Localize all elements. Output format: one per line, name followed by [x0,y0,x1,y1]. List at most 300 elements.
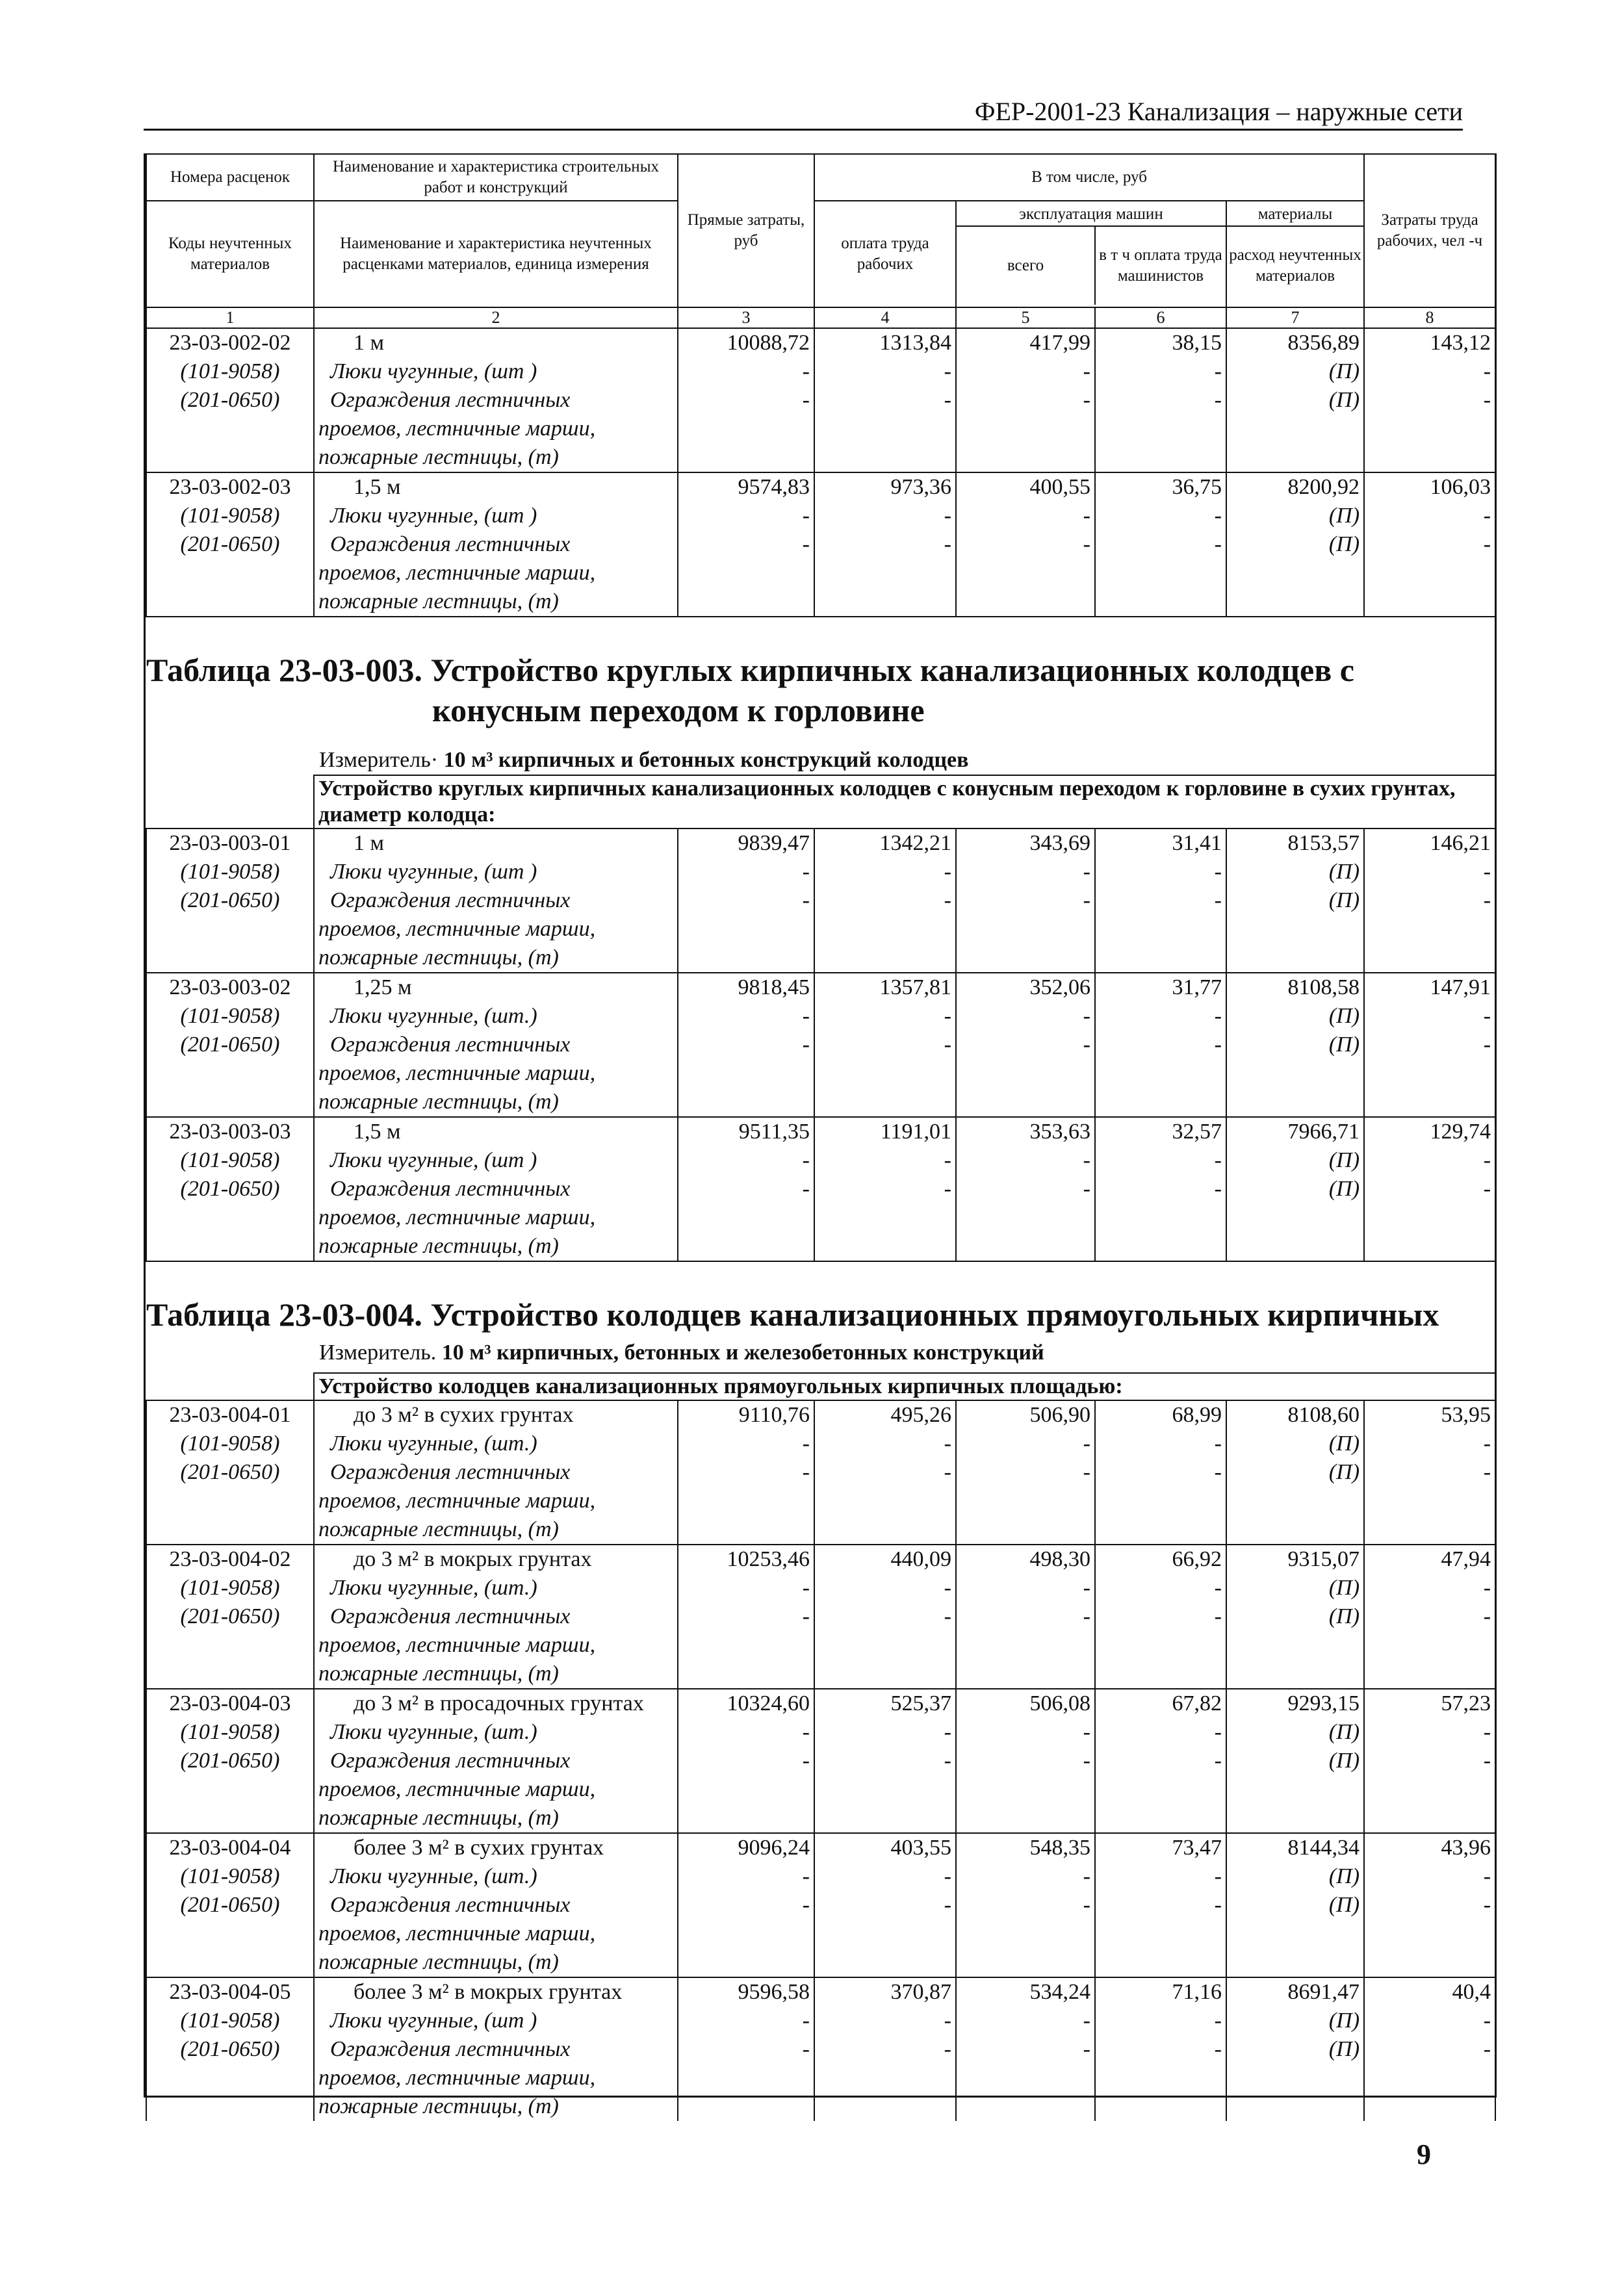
rate-code-cell [146,1833,314,1977]
dash: - [1083,1460,1090,1484]
value: 8108,60 [1287,1403,1360,1427]
dash: - [1483,1893,1491,1917]
material-code: (101-9058) [180,1148,280,1172]
value-cell-hours [1364,1689,1495,1833]
rate-code-cell [146,328,314,472]
material-name-cont: пожарные лестницы, (т) [318,1234,559,1258]
value-cell-labor [814,1689,956,1833]
rate-name: 1,5 м [354,475,401,499]
p-mark: (П) [1328,1148,1360,1172]
rate-name-cell [314,1689,678,1833]
column-numbers-row [146,307,1495,328]
value: 1357,81 [879,975,951,999]
value-cell-mach_pay [1095,1689,1226,1833]
material-name-cont: пожарные лестницы, (т) [318,1662,559,1686]
dash: - [1483,1460,1491,1484]
material-name: Ограждения лестничных [330,1893,571,1917]
value-cell-direct [678,1400,814,1545]
value: 36,75 [1172,475,1222,499]
value-cell-mach [956,1833,1095,1977]
value-cell-materials [1226,472,1364,617]
col-header-labor-hours: Затраты труда рабочих, чел -ч [1364,154,1495,307]
col-number: 7 [1226,307,1364,328]
rate-name-cell [314,472,678,617]
value-cell-mach_pay [1095,1977,1226,2121]
value-cell-mach_pay [1095,1117,1226,1261]
material-code: (101-9058) [180,1432,280,1456]
p-mark: (П) [1328,2037,1360,2061]
value-cell-labor [814,472,956,617]
value: 498,30 [1029,1547,1090,1571]
dash: - [1483,860,1491,884]
material-name-cont: проемов, лестничные марши, [318,1633,596,1657]
value: 417,99 [1029,331,1090,355]
material-code: (201-0650) [180,1460,280,1484]
rate-name-cell [314,1977,678,2121]
dash: - [802,1033,810,1057]
value-cell-direct [678,328,814,472]
table-3-title: Таблица 23-03-003. Устройство круглых кирпичных канализационных колодцев с [146,652,1354,688]
measure-value: 10 м³ кирпичных, бетонных и железобетонных конструкций [441,1341,1044,1365]
value-cell-hours [1364,828,1495,973]
rates-sheet [144,153,1497,2118]
dash: - [944,860,951,884]
dash: - [802,1177,810,1201]
value-cell-labor [814,328,956,472]
table-3-title-cont: конусным переходом к горловине [432,692,925,728]
value: 38,15 [1172,331,1222,355]
dash: - [1483,1432,1491,1456]
value: 1313,84 [879,331,951,355]
value-cell-labor [814,1400,956,1545]
value: 9839,47 [738,831,810,855]
dash: - [1214,532,1222,556]
col-header-machines-pay: в т ч оплата труда машинистов [1099,246,1222,285]
dash: - [1214,1148,1222,1172]
p-mark: (П) [1328,504,1360,528]
value-cell-materials [1226,1689,1364,1833]
dash: - [1214,888,1222,912]
material-name-cont: пожарные лестницы, (т) [318,1090,559,1114]
material-name-cont: проемов, лестничные марши, [318,561,596,585]
value-cell-mach_pay [1095,1545,1226,1689]
rate-code-cell [146,1689,314,1833]
value-cell-mach_pay [1095,1833,1226,1977]
col-header-labor-pay: оплата труда рабочих [814,201,956,307]
value-cell-materials [1226,1400,1364,1545]
value: 71,16 [1172,1980,1222,2004]
value-cell-mach [956,1400,1095,1545]
value-cell-mach [956,828,1095,973]
dash: - [1483,1576,1491,1600]
value-cell-mach [956,1977,1095,2121]
value: 10324,60 [727,1691,810,1715]
dash: - [802,1749,810,1773]
p-mark: (П) [1328,1460,1360,1484]
dash: - [1214,1720,1222,1744]
value-cell-labor [814,1833,956,1977]
value: 440,09 [890,1547,951,1571]
value: 525,37 [890,1691,951,1715]
material-name: Ограждения лестничных [330,1604,571,1628]
material-code: (201-0650) [180,1893,280,1917]
value-cell-labor [814,1977,956,2121]
material-name-cont: пожарные лестницы, (т) [318,1950,559,1974]
rate-name: более 3 м² в сухих грунтах [354,1836,604,1860]
dash: - [944,532,951,556]
rate-row [146,1545,1495,1689]
dash: - [1083,1604,1090,1628]
dash: - [1214,359,1222,383]
p-mark: (П) [1328,1432,1360,1456]
dash: - [802,888,810,912]
p-mark: (П) [1328,388,1360,412]
dash: - [1483,388,1491,412]
rate-name-cell [314,973,678,1117]
rate-name-cell [314,1833,678,1977]
value-cell-hours [1364,1833,1495,1977]
material-code: (101-9058) [180,1720,280,1744]
material-name-cont: проемов, лестничные марши, [318,2066,596,2090]
value: 73,47 [1172,1836,1222,1860]
value-cell-mach_pay [1095,973,1226,1117]
value-cell-mach_pay [1095,472,1226,617]
rates-table [146,153,1496,2121]
material-name-cont: проемов, лестничные марши, [318,917,596,941]
dash: - [802,1576,810,1600]
value-cell-mach_pay [1095,328,1226,472]
dash: - [1214,1432,1222,1456]
rates-group-23-03-003 [146,828,1495,1261]
dash: - [1483,1177,1491,1201]
material-name: Ограждения лестничных [330,532,571,556]
rate-name: до 3 м² в сухих грунтах [354,1403,574,1427]
rate-code-cell [146,472,314,617]
dash: - [944,1720,951,1744]
value-cell-mach [956,328,1095,472]
rate-row [146,1117,1495,1261]
table-header-row-1 [146,154,1495,201]
table-4-title: Таблица 23-03-004. Устройство колодцев канализационных прямоугольных кирпичных [146,1296,1439,1333]
measure-label: Измеритель· [319,748,439,772]
value: 8153,57 [1287,831,1360,855]
value-cell-mach [956,1545,1095,1689]
dash: - [1214,1749,1222,1773]
rate-name-cell [314,1545,678,1689]
material-name-cont: пожарные лестницы, (т) [318,445,559,469]
dash: - [1483,1004,1491,1028]
value-cell-hours [1364,328,1495,472]
value-cell-mach_pay [1095,1400,1226,1545]
dash: - [802,860,810,884]
dash: - [1214,1604,1222,1628]
value: 370,87 [890,1980,951,2004]
value-cell-hours [1364,1400,1495,1545]
p-mark: (П) [1328,1720,1360,1744]
value: 7966,71 [1287,1120,1360,1144]
dash: - [1083,1749,1090,1773]
rate-code-cell [146,1117,314,1261]
material-code: (201-0650) [180,2037,280,2061]
dash: - [944,1148,951,1172]
dash: - [1483,888,1491,912]
dash: - [1083,532,1090,556]
value: 146,21 [1430,831,1491,855]
dash: - [944,1604,951,1628]
value: 9511,35 [738,1120,810,1144]
value: 129,74 [1430,1120,1491,1144]
dash: - [1483,532,1491,556]
material-name: Ограждения лестничных [330,1177,571,1201]
material-name: Ограждения лестничных [330,2037,571,2061]
col-header-materials [1226,201,1364,307]
value: 43,96 [1441,1836,1491,1860]
value-cell-labor [814,828,956,973]
value-cell-mach [956,973,1095,1117]
rate-code: 23-03-002-02 [169,331,291,355]
col-number: 2 [314,307,678,328]
dash: - [1214,1893,1222,1917]
dash: - [1083,388,1090,412]
value: 31,77 [1172,975,1222,999]
dash: - [1214,1864,1222,1888]
dash: - [1083,1033,1090,1057]
dash: - [944,2037,951,2061]
material-name-cont: проемов, лестничные марши, [318,417,596,441]
material-name: Люки чугунные, (шт.) [330,1720,537,1744]
material-name: Люки чугунные, (шт ) [330,2009,537,2033]
dash: - [802,1604,810,1628]
dash: - [1083,1432,1090,1456]
value: 9110,76 [738,1403,810,1427]
page-number: 9 [1417,2138,1431,2170]
dash: - [944,1177,951,1201]
material-name-cont: проемов, лестничные марши, [318,1489,596,1513]
p-mark: (П) [1328,1177,1360,1201]
col-header-including: В том числе, руб [814,154,1364,201]
dash: - [944,504,951,528]
dash: - [1083,1576,1090,1600]
value-cell-direct [678,1833,814,1977]
material-code: (201-0650) [180,1033,280,1057]
value: 403,55 [890,1836,951,1860]
rate-row [146,1977,1495,2121]
p-mark: (П) [1328,860,1360,884]
value: 66,92 [1172,1547,1222,1571]
value: 147,91 [1430,975,1491,999]
p-mark: (П) [1328,1576,1360,1600]
rate-code: 23-03-004-05 [169,1980,291,2004]
rate-code-cell [146,1977,314,2121]
col-header-material-code: Коды неучтенных материалов [146,201,314,307]
value-cell-hours [1364,1545,1495,1689]
dash: - [802,1893,810,1917]
table-4-subheading-row [146,1373,1495,1400]
material-name-cont: пожарные лестницы, (т) [318,2094,559,2118]
p-mark: (П) [1328,1604,1360,1628]
material-name-cont: пожарные лестницы, (т) [318,1806,559,1830]
dash: - [1083,888,1090,912]
rate-name: 1,25 м [354,975,412,999]
value: 143,12 [1430,331,1491,355]
col-number: 8 [1364,307,1495,328]
material-code: (201-0650) [180,1604,280,1628]
rate-row [146,1689,1495,1833]
value-cell-direct [678,1977,814,2121]
dash: - [1483,1033,1491,1057]
value-cell-labor [814,1545,956,1689]
material-name: Ограждения лестничных [330,1460,571,1484]
col-number: 5 [956,307,1095,328]
dash: - [1214,1004,1222,1028]
dash: - [1083,1893,1090,1917]
rate-code: 23-03-004-01 [169,1403,291,1427]
dash: - [1083,504,1090,528]
dash: - [1083,1177,1090,1201]
value-cell-direct [678,973,814,1117]
dash: - [1083,359,1090,383]
material-code: (201-0650) [180,388,280,412]
value: 10253,46 [727,1547,810,1571]
value: 9315,07 [1287,1547,1360,1571]
dash: - [944,2009,951,2033]
value-cell-materials [1226,1833,1364,1977]
rate-name: 1,5 м [354,1120,401,1144]
p-mark: (П) [1328,1033,1360,1057]
value: 9096,24 [738,1836,810,1860]
machines-label: эксплуатация машин [957,203,1226,227]
dash: - [1214,2009,1222,2033]
value: 548,35 [1029,1836,1090,1860]
dash: - [1483,1749,1491,1773]
material-name-cont: проемов, лестничные марши, [318,1061,596,1085]
p-mark: (П) [1328,359,1360,383]
rate-code: 23-03-003-03 [169,1120,291,1144]
table-3-subheading-row [146,775,1495,828]
dash: - [802,388,810,412]
p-mark: (П) [1328,2009,1360,2033]
material-code: (201-0650) [180,888,280,912]
col-header-materials-sub: расход неучтенных материалов [1229,246,1361,285]
value: 57,23 [1441,1691,1491,1715]
value: 32,57 [1172,1120,1222,1144]
material-name: Ограждения лестничных [330,388,571,412]
value: 9574,83 [738,475,810,499]
rate-row [146,328,1495,472]
rate-code: 23-03-003-02 [169,975,291,999]
dash: - [1083,1004,1090,1028]
col-number: 3 [678,307,814,328]
material-name: Люки чугунные, (шт ) [330,359,537,383]
rate-name-cell [314,828,678,973]
rate-code: 23-03-004-04 [169,1836,291,1860]
p-mark: (П) [1328,888,1360,912]
material-name-cont: пожарные лестницы, (т) [318,945,559,970]
value: 352,06 [1029,975,1090,999]
material-code: (201-0650) [180,1749,280,1773]
rate-code-cell [146,828,314,973]
value: 506,08 [1029,1691,1090,1715]
dash: - [944,1460,951,1484]
rate-name: 1 м [354,831,385,855]
value: 8691,47 [1287,1980,1360,2004]
rate-code-cell [146,1400,314,1545]
rate-name: 1 м [354,331,385,355]
dash: - [944,1432,951,1456]
dash: - [944,1576,951,1600]
dash: - [1214,2037,1222,2061]
value-cell-mach [956,472,1095,617]
value-cell-materials [1226,1117,1364,1261]
table-4-measure [146,1339,1495,1367]
material-code: (101-9058) [180,359,280,383]
material-code: (101-9058) [180,1864,280,1888]
value-cell-materials [1226,1977,1364,2121]
rate-name-cell [314,1117,678,1261]
value-cell-hours [1364,973,1495,1117]
rate-code-cell [146,1545,314,1689]
rates-group-23-03-004 [146,1400,1495,2121]
dash: - [802,1148,810,1172]
dash: - [802,2037,810,2061]
rate-name: более 3 м² в мокрых грунтах [354,1980,623,2004]
value: 495,26 [890,1403,951,1427]
value-cell-materials [1226,1545,1364,1689]
value: 106,03 [1430,475,1491,499]
dash: - [1214,1033,1222,1057]
value: 47,94 [1441,1547,1491,1571]
value-cell-hours [1364,1977,1495,2121]
col-header-material-name: Наименование и характеристика неучтенных расценками материалов, единица измерения [314,201,678,307]
value: 9596,58 [738,1980,810,2004]
dash: - [1214,1460,1222,1484]
value-cell-direct [678,1117,814,1261]
p-mark: (П) [1328,1893,1360,1917]
dash: - [1214,504,1222,528]
value: 68,99 [1172,1403,1222,1427]
dash: - [802,532,810,556]
material-name: Люки чугунные, (шт ) [330,1148,537,1172]
material-name: Люки чугунные, (шт.) [330,1576,537,1600]
value-cell-direct [678,828,814,973]
value: 343,69 [1029,831,1090,855]
material-code: (101-9058) [180,504,280,528]
p-mark: (П) [1328,1864,1360,1888]
dash: - [802,1432,810,1456]
value-cell-materials [1226,328,1364,472]
col-header-machines [956,201,1226,307]
value-cell-mach_pay [1095,828,1226,973]
value-cell-labor [814,973,956,1117]
value: 40,4 [1452,1980,1491,2004]
dash: - [944,359,951,383]
material-name: Люки чугунные, (шт.) [330,1864,537,1888]
value: 1191,01 [880,1120,951,1144]
value: 8144,34 [1287,1836,1360,1860]
value-cell-direct [678,1689,814,1833]
dash: - [1214,1576,1222,1600]
dash: - [944,1864,951,1888]
value: 9293,15 [1287,1691,1360,1715]
material-name-cont: пожарные лестницы, (т) [318,589,559,613]
dash: - [1483,2009,1491,2033]
dash: - [1083,860,1090,884]
col-number: 1 [146,307,314,328]
dash: - [1083,1720,1090,1744]
dash: - [802,1720,810,1744]
value-cell-materials [1226,828,1364,973]
dash: - [944,1033,951,1057]
